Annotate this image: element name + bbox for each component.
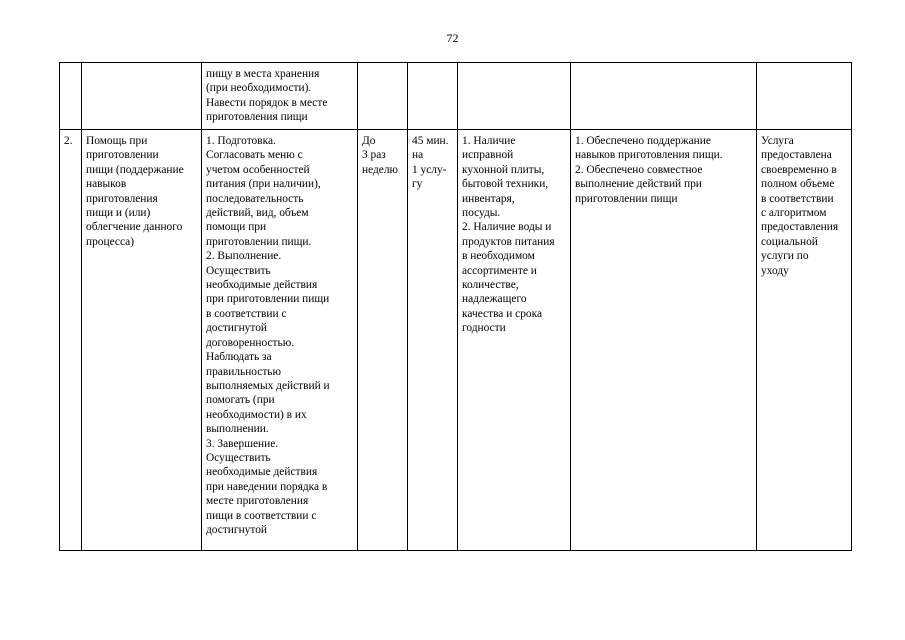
cell-indicators: [571, 130, 757, 551]
text-line: бытовой техники,: [462, 178, 549, 191]
text-line: при наведении порядка в: [206, 480, 328, 493]
text-line: при приготовлении пищи: [206, 293, 330, 306]
text-line: договоренностью.: [206, 336, 295, 349]
text-line: пищи и (или): [86, 207, 151, 220]
text-line: кухонной плиты,: [462, 163, 545, 176]
text-line: годности: [462, 322, 506, 335]
text-line: процесса): [86, 235, 135, 248]
text-line: ассортименте и: [462, 264, 537, 277]
text-line: предоставлена: [761, 149, 832, 162]
text-line: Осуществить: [206, 451, 271, 464]
cell-duration: [408, 130, 458, 551]
text-line: в соответствии с: [206, 307, 287, 320]
page-number: 72: [446, 31, 459, 45]
text-line: уходу: [761, 264, 789, 277]
cell-content: [202, 63, 358, 130]
text-line: с алгоритмом: [761, 207, 827, 220]
text-line: 1 услу-: [412, 163, 447, 176]
text-line: предоставления: [761, 221, 839, 234]
text-line: Помощь при: [86, 135, 148, 147]
cell-content: [202, 130, 358, 551]
text-line: Наблюдать за: [206, 351, 272, 364]
text-line: социальной: [761, 235, 818, 248]
cell-conditions: [458, 130, 571, 551]
text-line: в соответствии: [761, 192, 834, 205]
text-line: 2. Выполнение.: [206, 250, 282, 263]
text-line: приготовлении пищи: [575, 192, 678, 205]
text-line: количестве,: [462, 279, 519, 292]
text-line: помогать (при: [206, 394, 275, 407]
cell-duration: [408, 63, 458, 130]
services-table: [59, 62, 852, 551]
cell-frequency: [358, 130, 408, 551]
text-line: Навести порядок в месте: [206, 96, 328, 109]
cell-frequency: [358, 63, 408, 130]
text-line: гу: [412, 178, 423, 191]
text-line: облегчение данного: [86, 221, 183, 234]
text-line: необходимости) в их: [206, 408, 307, 421]
text-line: своевременно в: [761, 163, 837, 176]
text-line: 45 мин.: [412, 135, 449, 147]
text-line: последовательность: [206, 192, 304, 205]
text-line: приготовления пищи: [206, 111, 308, 124]
text-line: 1. Обеспечено поддержание: [575, 135, 711, 147]
text-line: (при необходимости).: [206, 82, 312, 95]
table-row-service-2: [60, 130, 852, 551]
text-line: на: [412, 149, 424, 162]
text-line: Услуга: [761, 135, 794, 147]
text-line: посуды.: [462, 207, 501, 220]
text-line: полном объеме: [761, 178, 835, 191]
table-row-continuation: [60, 63, 852, 130]
text-line: инвентаря,: [462, 192, 515, 205]
cell-service: [82, 63, 202, 130]
text-line: правильностью: [206, 365, 282, 378]
text-line: Осуществить: [206, 264, 271, 277]
text-line: 2. Обеспечено совместное: [575, 163, 703, 176]
text-line: помощи при: [206, 221, 267, 234]
text-line: приготовления: [86, 192, 158, 205]
text-line: навыков приготовления пищи.: [575, 149, 723, 162]
text-line: качества и срока: [462, 307, 543, 320]
text-line: 1. Наличие: [462, 135, 516, 147]
text-line: в необходимом: [462, 250, 535, 263]
text-line: выполнение действий при: [575, 178, 702, 191]
cell-evaluation: [757, 130, 852, 551]
text-line: 3 раз: [362, 149, 386, 162]
text-line: Согласовать меню с: [206, 149, 303, 162]
text-line: неделю: [362, 163, 399, 176]
text-line: месте приготовления: [206, 495, 309, 508]
text-line: пищу в места хранения: [206, 68, 320, 80]
cell-indicators: [571, 63, 757, 130]
text-line: достигнутой: [206, 523, 267, 536]
text-line: необходимые действия: [206, 279, 318, 292]
text-line: выполнении.: [206, 423, 269, 436]
cell-conditions: [458, 63, 571, 130]
text-line: необходимые действия: [206, 466, 318, 479]
text-line: До: [362, 135, 376, 147]
text-line: продуктов питания: [462, 235, 555, 248]
text-line: выполняемых действий и: [206, 379, 330, 392]
text-line: исправной: [462, 149, 514, 162]
text-line: пищи (поддержание: [86, 163, 184, 176]
text-line: услуги по: [761, 250, 809, 263]
text-line: 3. Завершение.: [206, 437, 279, 450]
text-line: навыков: [86, 178, 127, 191]
text-line: учетом особенностей: [206, 163, 310, 176]
cell-service: [82, 130, 202, 551]
text-line: 1. Подготовка.: [206, 135, 276, 147]
text-line: действий, вид, объем: [206, 207, 309, 220]
cell-evaluation: [757, 63, 852, 130]
text-line: достигнутой: [206, 322, 267, 335]
cell-number: [60, 63, 82, 130]
text-line: питания (при наличии),: [206, 178, 321, 191]
text-line: приготовлении пищи.: [206, 235, 312, 248]
text-line: надлежащего: [462, 293, 527, 306]
cell-number: 2.: [60, 130, 82, 551]
text-line: приготовлении: [86, 149, 159, 162]
text-line: пищи в соответствии с: [206, 509, 317, 522]
text-line: 2. Наличие воды и: [462, 221, 552, 234]
